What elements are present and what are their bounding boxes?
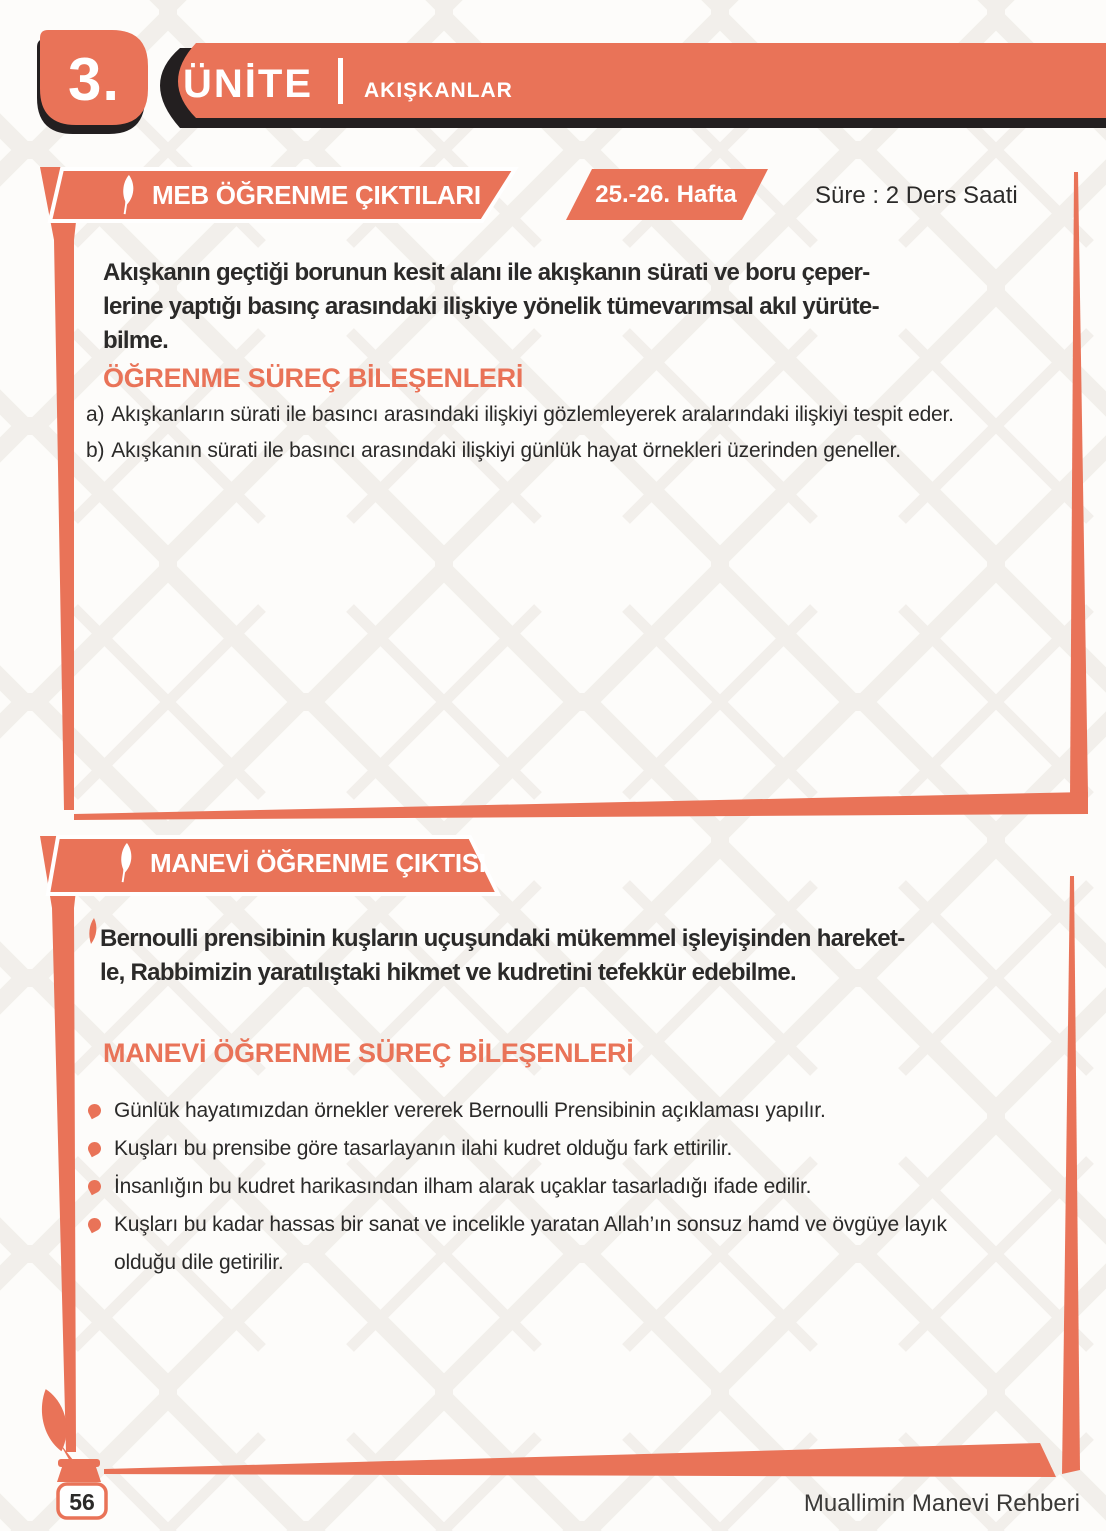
- unit-title: AKIŞKANLAR: [364, 79, 513, 102]
- unit-number: 3.: [67, 46, 121, 113]
- manevi-banner-label: MANEVİ ÖĞRENME ÇIKTISI: [150, 847, 486, 878]
- unit-banner: [178, 43, 1106, 118]
- item-text: Akışkanın sürati ile basıncı arasındaki ilişkiyi günlük hayat örnekleri üzerinden geneller.: [111, 439, 901, 462]
- feather-quill-icon: [112, 842, 138, 884]
- manevi-bullet-4: [88, 1206, 988, 1282]
- feather-mark-icon: [84, 918, 100, 948]
- item-label: a): [86, 403, 105, 426]
- objective-line: Bernoulli prensibinin kuşların uçuşundaki mükemmel işleyişinden hareket-: [100, 925, 905, 952]
- item-label: b): [86, 439, 105, 462]
- manevi-subheading: MANEVİ ÖĞRENME SÜREÇ BİLEŞENLERİ: [103, 1038, 634, 1068]
- unit-label: ÜNİTE: [183, 62, 313, 106]
- feather-quill-icon: [114, 174, 140, 216]
- header-divider: [338, 58, 343, 104]
- meb-subheading: ÖĞRENME SÜREÇ BİLEŞENLERİ: [103, 363, 524, 393]
- manevi-bullet-3: [88, 1168, 1028, 1206]
- teardrop-bullet-icon: [86, 1140, 104, 1158]
- manevi-bullet-2: [88, 1130, 1028, 1168]
- item-text: Akışkanların sürati ile basıncı arasındaki ilişkiyi gözlemleyerek aralarındaki ilişkiyi tespit eder.: [111, 403, 954, 426]
- meb-objective: [103, 256, 879, 358]
- meb-banner-label: MEB ÖĞRENME ÇIKTILARI: [152, 179, 481, 210]
- bullet-text: Kuşları bu prensibe göre tasarlayanın ilahi kudret olduğu fark ettirilir.: [114, 1137, 733, 1160]
- objective-line: bilme.: [103, 327, 169, 354]
- book-title: Muallimin Manevi Rehberi: [803, 1490, 1080, 1517]
- manevi-bullet-1: [88, 1092, 1028, 1130]
- manevi-objective: [100, 922, 905, 990]
- process-item-a: [86, 400, 954, 430]
- teardrop-bullet-icon: [86, 1178, 104, 1196]
- teardrop-bullet-icon: [86, 1102, 104, 1120]
- bullet-text: Kuşları bu kadar hassas bir sanat ve incelikle yaratan Allah’ın sonsuz hamd ve övgüye layık olduğu dile getirilir.: [114, 1213, 947, 1274]
- manevi-banner: [112, 840, 486, 886]
- bullet-text: Günlük hayatımızdan örnekler vererek Bernoulli Prensibinin açıklaması yapılır.: [114, 1099, 826, 1122]
- objective-line: le, Rabbimizin yaratılıştaki hikmet ve kudretini tefekkür edebilme.: [100, 959, 797, 986]
- objective-line: Akışkanın geçtiği borunun kesit alanı ile akışkanın sürati ve boru çeper-: [103, 259, 870, 286]
- teardrop-bullet-icon: [86, 1216, 104, 1234]
- meb-banner: [114, 172, 481, 218]
- duration-label: Süre : 2 Ders Saati: [815, 182, 1018, 209]
- bullet-text: İnsanlığın bu kudret harikasından ilham alarak uçaklar tasarladığı ifade edilir.: [114, 1175, 812, 1198]
- process-item-b: [86, 436, 901, 466]
- objective-line: lerine yaptığı basınç arasındaki ilişkiye yönelik tümevarımsal akıl yürüte-: [103, 293, 879, 320]
- week-badge: 25.-26. Hafta: [595, 181, 737, 208]
- page-number: 56: [69, 1489, 95, 1515]
